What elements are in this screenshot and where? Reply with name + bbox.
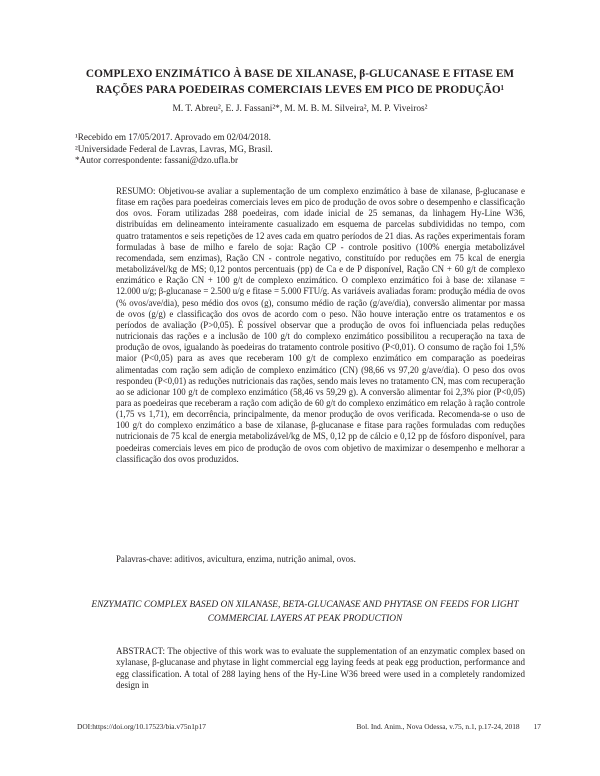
page-number: 17 [533,722,541,731]
footnote-affiliation: ²Universidade Federal de Lavras, Lavras, MG, Brasil. [75,143,273,154]
article-title: COMPLEXO ENZIMÁTICO À BASE DE XILANASE, β-GLUCANASE E FITASE EM RAÇÕES PARA POEDEIRAS COMERCIAIS LEVES EM PICO DE PRODUÇÃO¹ [85,68,515,96]
english-title: ENZYMATIC COMPLEX BASED ON XILANASE, BETA-GLUCANASE AND PHYTASE ON FEEDS FOR LIGHT COMMERCIAL LAYERS AT PEAK PRODUCTION [91,600,519,624]
author-list: M. T. Abreu², E. J. Fassani²*, M. M. B. M. Silveira², M. P. Viveiros² [172,104,428,114]
footnote-received: ¹Recebido em 17/05/2017. Aprovado em 02/04/2018. [75,132,271,142]
abstract-portuguese: RESUMO: Objetivou-se avaliar a suplementação de um complexo enzimático à base de xilanase, β-glucanase e fitase em rações para poedeiras comerciais leves em pico de produção de ovos sobre o desempenho e classificação dos ovos. Foram utilizadas 288 poedeiras, com idade inicial de 25 semanas, da linhagem Hy-Line W36, distribuídas em delineamento inteiramente casualizado em esquema de parcelas subdivididas no tempo, com quatro tratamentos e seis repetições de 12 aves cada em quatro períodos de 21 dias. As rações experimentais foram formuladas à base de milho e farelo de soja: Ração CP - controle positivo (100% energia metabolizável recomendada, sem enzimas), Ração CN - controle negativo, constituído por reduções em 75 kcal de energia metabolizável/kg de MS; 0,12 pontos percentuais (pp) de Ca e de P disponível, Ração CN + 60 g/t de complexo enzimático e Ração CN + 100 g/t de complexo enzimático. O complexo enzimático foi à base de: xilanase = 12.000 u/g; β-glucanase = 2.500 u/g e fitase = 5.000 FTU/g. As variáveis avaliadas foram: produção média de ovos (% ovos/ave/dia), peso médio dos ovos (g), consumo médio de ração (g/ave/dia), conversão alimentar por massa de ovos (g/g) e classificação dos ovos de acordo com o peso. Não houve interação entre os tratamentos e os períodos de avaliação (P>0,05). É possível observar que a produção de ovos foi influenciada pelas reduções nutricionais das rações e a inclusão de 100 g/t do complexo enzimático possibilitou a recuperação na taxa de produção de ovos, igualando às poedeiras do tratamento controle positivo (P<0,01). O consumo de ração foi 1,5% maior (P<0,05) para as aves que receberam 100 g/t de complexo enzimático em comparação as poedeiras alimentadas com ração sem adição de complexo enzimático (CN) (98,66 vs 97,20 g/ave/dia). O peso dos ovos respondeu (P<0,01) as reduções nutricionais das rações, sendo mais leves no tratamento CN, mas com recuperação ao se adicionar 100 g/t de complexo enzimático (58,46 vs 59,29 g). A conversão alimentar foi 2,3% pior (P<0,05) para as poedeiras que receberam a ração com adição de 60 g/t do complexo enzimático em relação à ração controle (1,75 vs 1,71), em decorrência, principalmente, da menor produção de ovos verificada. Recomenda-se o uso de 100 g/t do complexo enzimático a base de xilanase, β-glucanase e fitase para rações formuladas com reduções nutricionais de 75 kcal de energia metabolizável/kg de MS, 0,12 pp de cálcio e 0,12 pp de fósforo disponível, para poedeiras comerciais leves em pico de produção de ovos com objetivo de maximizar o desempenho e melhorar a classificação dos ovos produzidos. [116,186,525,464]
journal-citation: Bol. Ind. Anim., Nova Odessa, v.75, n.1, p.17-24, 2018 [356,722,520,731]
page-footer [77,722,541,731]
abstract-english: ABSTRACT: The objective of this work was to evaluate the supplementation of an enzymatic complex based on xylanase, β-glucanase and phytase in light commercial egg laying feeds at peak egg production, performance and egg classification. A total of 288 laying hens of the Hy-Line W36 breed were used in a completely randomized design in [116,646,525,690]
keywords-portuguese: Palavras-chave: aditivos, avicultura, enzima, nutrição animal, ovos. [116,554,356,564]
footnotes [75,132,375,167]
doi-link[interactable]: DOI:https://doi.org/10.17523/bia.v75n1p17 [77,722,206,731]
footnote-corresponding-author: *Autor correspondente: fassani@dzo.ufla.br [75,155,239,165]
